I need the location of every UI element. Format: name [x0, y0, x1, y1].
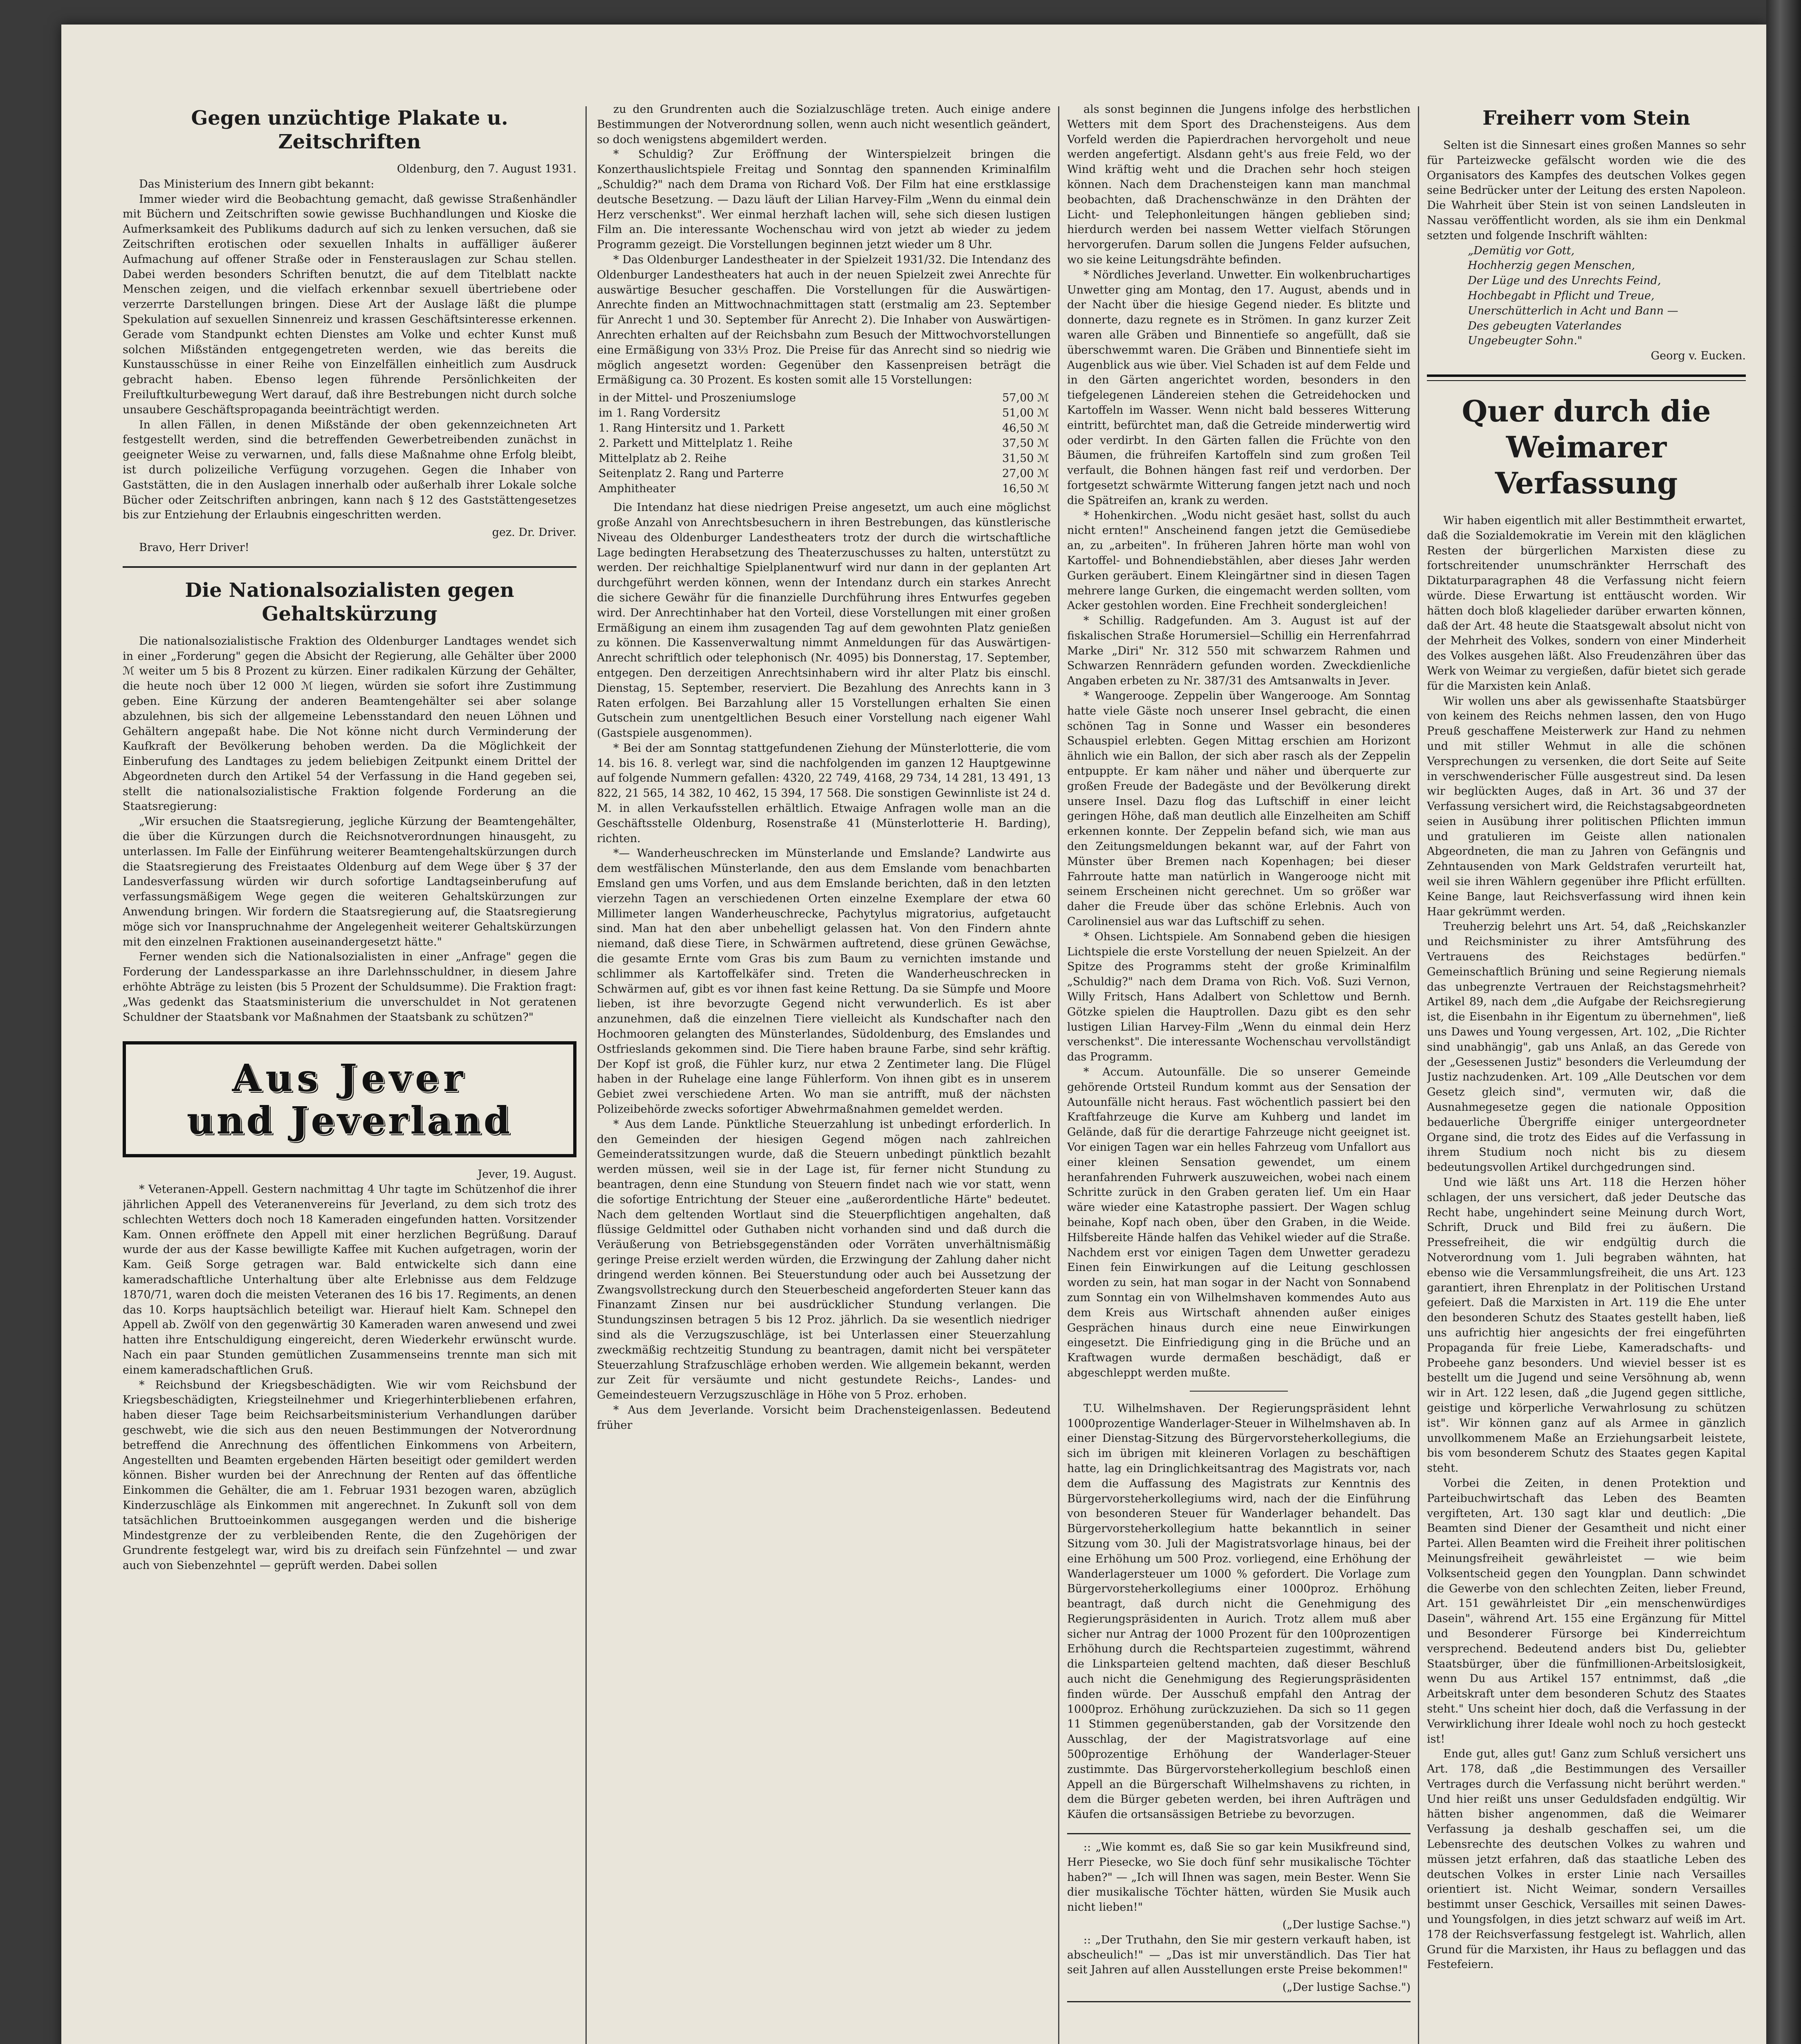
price-value: 37,50 ℳ — [1002, 437, 1049, 450]
headline-weimar: Quer durch die Weimarer Verfassung — [1462, 393, 1711, 500]
section-divider — [1427, 374, 1746, 381]
price-label: 1. Rang Hintersitz und 1. Parkett — [599, 422, 785, 435]
poem-line: Ungebeugter Sohn." — [1468, 334, 1583, 347]
section-banner — [123, 1041, 576, 1157]
poem-line: Des gebeugten Vaterlandes — [1468, 319, 1622, 332]
poem-line: Hochbegabt in Pflicht und Treue, — [1468, 289, 1655, 302]
column-2 — [597, 102, 1051, 2044]
price-label: 2. Parkett und Mittelplatz 1. Reihe — [599, 437, 793, 450]
column-rule — [1058, 106, 1059, 2044]
inscription-poem — [1427, 244, 1746, 349]
signature: gez. Dr. Driver. — [492, 526, 576, 539]
price-value: 46,50 ℳ — [1002, 422, 1049, 435]
article-paragraph: * Bei der am Sonntag stattgefundenen Ziehung der Münsterlotterie, die vom 14. bis 16. 8. verlegt war, sind die nachfolgenden im ganzen 12 Hauptgewinne auf folgende Nummern gefallen: 4320, 22 749, 4168, 29 734, 14 281, 13 491, 13 822, 21 565, 14 382, 10 462, 15 394, 17 568. Die sonstigen Gewinnliste ist 24 d. M. in allen Verkaufsstellen erhältlich. Etwaige Anfragen wolle man an die Geschäftsstelle Oldenburg, Rosenstraße 41 (Münsterlotterie H. Barding), richten. — [597, 742, 1051, 845]
column-3 — [1067, 102, 1411, 2044]
book-binding — [1766, 0, 1801, 2044]
dateline: Oldenburg, den 7. August 1931. — [397, 163, 576, 175]
article-paragraph: In allen Fällen, in denen Mißstände der oben gekennzeichneten Art festgestellt werden, sind die betreffenden Gewerbetreibenden zunächst in geeigneter Weise zu verwarnen, und, falls diese Maßnahme ohne Erfolg bleibt, ist durch polizeiliche Verfügung vorzugehen. Gegen die Inhaber von Gaststätten, die in den Auslagen innerhalb oder außerhalb ihrer Lokale solche Bücher oder Zeitschriften anbringen, kann nach § 12 des Gaststättengesetzes bis zur Entziehung der Erlaubnis eingeschritten werden. — [123, 418, 576, 522]
article-paragraph: Die nationalsozialistische Fraktion des Oldenburger Landtages wendet sich in einer „Forderung" gegen die Absicht der Regierung, alle Gehälter über 2000 ℳ weiter um 5 bis 8 Prozent zu kürzen. Einer radikalen Kürzung der Gehälter, die heute noch über 12 000 ℳ liegen, würden sie sofort ihre Zustimmung geben. Eine Kürzung der anderen Beamtengehälter sei aber solange abzulehnen, bis sich der allgemeine Lebensstandard den neuen Löhnen und Gehältern angepaßt habe. Die Not könne nicht durch Verminderung der Kaufkraft der Bevölkerung behoben werden. Da die Möglichkeit der Einberufung des Landtages zu jedem beliebigen Zeitpunkt einem Drittel der Abgeordneten durch den Artikel 54 der Verfassung in die Hand gegeben sei, stellt die nationalsozialistische Fraktion folgende Forderung an die Staatsregierung: — [123, 634, 576, 813]
poem-line: Der Lüge und des Unrechts Feind, — [1468, 274, 1661, 287]
price-value: 27,00 ℳ — [1002, 467, 1049, 480]
price-label: in der Mittel- und Proszeniumsloge — [599, 392, 796, 405]
article-paragraph: T.U. Wilhelmshaven. Der Regierungspräsident lehnt 1000prozentige Wanderlager-Steuer in Wilhelmshaven ab. In einer Dienstag-Sitzung des Bürgervorsteherkollegiums, die sich im übrigen mit kleineren Vorlagen zu beschäftigen hatte, lag ein Dringlichkeitsantrag des Magistrats vor, nach dem die Auffassung des Magistrats zur Kenntnis des Bürgervorsteherkollegiums wird, nach der die Einführung von besonderen Steuer für Wanderlager behandelt. Das Bürgervorsteherkollegium hatte bekanntlich in seiner Sitzung vom 30. Juli der Magistratsvorlage hinaus, bei der eine Erhöhung um 500 Proz. vorliegend, eine Erhöhung der Wanderlagersteuer um 1000 % gefordert. Die Vorlage zum Bürgervorsteherkollegiums einer 1000proz. Erhöhung beantragt, daß durch nicht die Genehmigung des Regierungspräsidenten in Aurich. Trotz allem muß aber sicher nur Antrag der 1000 Prozent für den 100prozentigen Erhöhung durch die Rechtsparteien zugestimmt, während die Linksparteien geltend machten, daß dieser Beschluß auch nicht die Genehmigung des Regierungspräsidenten finden würde. Der Ausschuß empfahl den Antrag der 1000proz. Erhöhung zurückzuziehen. Da sich so 11 gegen 11 Stimmen gegenüberstanden, gab der Vorsitzende den Ausschlag, der der Magistratsvorlage auf eine 500prozentige Erhöhung der Wanderlager-Steuer zustimmte. Das Bürgervorsteherkollegium beschloß einen Appell an die Bürgerschaft Wilhelmshavens zu richten, in dem die Bürger gebeten werden, bei ihren Aufträgen und Käufen die ortsansässigen Betriebe zu bevorzugen. — [1067, 1402, 1411, 1821]
column-rule — [1418, 106, 1419, 2044]
article-paragraph: * Das Oldenburger Landestheater in der Spielzeit 1931/32. Die Intendanz des Oldenburger Landestheaters hat auch in der neuen Spielzeit zwei Anrechte für auswärtige Besucher geschaffen. Die Vorstellungen für die Auswärtigen-Anrechte finden an Mittwochnachmittagen statt (erstmalig am 23. September für Anrecht 1 und 30. September für Anrecht 2). Die Inhaber von Auswärtigen-Anrechten erhalten auf der Reichsbahn zum Besuch der Mittwochvorstellungen eine Ermäßigung von 33⅓ Proz. Die Preise für das Anrecht sind so niedrig wie möglich angesetzt worden: Gegenüber den Kassenpreisen beträgt die Ermäßigung ca. 30 Prozent. Es kosten somit alle 15 Vorstellungen: — [597, 253, 1051, 387]
article-paragraph: Vorbei die Zeiten, in denen Protektion und Parteibuchwirtschaft das Leben des Beamten vergifteten, Art. 130 sagt klar und deutlich: „Die Beamten sind Diener der Gesamtheit und nicht einer Partei. Allen Beamten wird die Freiheit ihrer politischen Meinungsfreiheit gewährleistet — wie beim Volksentscheid gegen den Youngplan. Dann schwindet die Gewerbe von den schlechten Zeiten, lieber Freund, Art. 151 gewährleistet Dir „ein menschenwürdiges Dasein", während Art. 155 eine Ergänzung für Mittel und Besonderer Fürsorge bei Kinderreichtum versprechend. Bedeutend anders bist Du, geliebter Staatsbürger, über die fünfmillionen-Arbeitslosigkeit, wenn Du aus Artikel 157 entnimmst, daß „die Arbeitskraft unter dem besonderen Schutz des Staates steht." Uns scheint hier doch, daß die Verfassung in der Verwirklichung ihrer Ideale wohl noch zu hoch gesteckt ist! — [1427, 1477, 1746, 1746]
article-paragraph: Ende gut, alles gut! Ganz zum Schluß versichert uns Art. 178, daß „die Bestimmungen des Versailler Vertrages durch die Verfassung nicht berührt werden." Und hier reißt uns unser Geduldsfaden endgültig. Wir hätten bisher angenommen, daß die Weimarer Verfassung ja deshalb geschaffen sei, um die Lebensrechte des deutschen Volkes zu wahren und müssen jetzt erfahren, daß das staatliche Leben des deutschen Volkes in erster Linie nach Versailles orientiert ist. Nicht Weimar, sondern Versailles bestimmt unser Geschick, Versailles mit seinen Dawes- und Youngsfolgen, in dies jetzt schwarz auf weiß im Art. 178 der Reichsverfassung festgelegt ist. Wahrlich, allen Grund für die Marxisten, ihr Haus zu beflaggen und das Festefeiern. — [1427, 1748, 1746, 1971]
local-news-paragraph: * Schillig. Radgefunden. Am 3. August ist auf der fiskalischen Straße Horumersiel—Schillig ein Herrenfahrrad Marke „Diri" Nr. 312 550 mit schwarzem Rahmen und Schwarzen Rennrädern gefunden worden. Zweckdienliche Angaben erbeten zu Nr. 387/31 des Amtsanwalts in Jever. — [1067, 614, 1411, 688]
article-paragraph: * Schuldig? Zur Eröffnung der Winterspielzeit bringen die Konzerthauslichtspiele Freitag und Sonntag den spannenden Kriminalfilm „Schuldig?" nach dem Drama von Richard Voß. Der Film hat eine erstklassige deutsche Besetzung. — Dazu läuft der Lilian Harvey-Film „Wenn du einmal dein Herz verschenkst". Wer einmal herzhaft lachen will, sehe sich diesen lustigen Film an. Die interessante Wochenschau wird von jetzt ab wieder zu jedem Programm gezeigt. Die Vorstellungen beginnen jetzt wieder um 8 Uhr. — [597, 148, 1051, 251]
dateline-jever: Jever, 19. August. — [478, 1168, 576, 1181]
joke-text: :: „Wie kommt es, daß Sie so gar kein Musikfreund sind, Herr Piesecke, wo Sie doch fünf sehr musikalische Töchter haben?" — „Ich will Ihnen was sagen, mein Bester. Wenn Sie dier musikalische Töchter hätten, würden Sie Musik auch nicht lieben!" — [1067, 1841, 1411, 1914]
local-news-paragraph: * Veteranen-Appell. Gestern nachmittag 4 Uhr tagte im Schützenhof die ihrer jährlichen Appell des Veteranenvereins für Jeverland, zu dem sich trotz des schlechten Wetters doch noch 18 Kameraden eingefunden hatten. Vorsitzender Kam. Onnen eröffnete den Appell mit einer herzlichen Begrüßung. Darauf wurde der aus der Kasse bewilligte Kaffee mit Kuchen aufgetragen, worin der Kam. Geiß Sorge getragen war. Bald entwickelte sich dann eine kameradschaftliche Unterhaltung über alte Erlebnisse aus dem Feldzuge 1870/71, waren doch die meisten Veteranen des 16 bis 17. Regiments, an denen das 10. Korps hauptsächlich beteiligt war. Hierauf hielt Kam. Schnepel den Appell ab. Zwölf von den gegenwärtig 30 Kameraden waren anwesend und zwei hatten ihre Entschuldigung eingereicht, deren Wiederkehr erwünscht wurde. Nach ein paar Stunden gemütlichen Zusammenseins trennte man sich mit einem kameradschaftlichen Gruß. — [123, 1183, 576, 1376]
poem-line: Unerschütterlich in Acht und Bann — — [1468, 304, 1678, 317]
article-paragraph: Wir haben eigentlich mit aller Bestimmtheit erwartet, daß die Sozialdemokratie im Verein mit den kläglichen Resten der bürgerlichen Marxisten diese zu fortschreitender unumschränkter Herrschaft des Diktaturparagraphen 48 die Verfassung nicht feiern würde. Diese Erwartung ist enttäuscht worden. Wir hätten doch bloß klagelieder darüber erwarten können, daß der Art. 48 heute die Staatsgewalt absolut nicht von der Mehrheit des Volkes, sondern von einer Minderheit des Volkes ausgehen läßt. Also Freudenzähren über das Werk von Weimar zu vergießen, dafür bietet sich gerade für die Marxisten kein Anlaß. — [1427, 514, 1746, 693]
headline-plakate: Gegen unzüchtige Plakate u. Zeitschriften — [191, 107, 508, 153]
article-paragraph: Die Intendanz hat diese niedrigen Preise angesetzt, um auch eine möglichst große Anzahl von Anrechtsbesuchern in ihren Bestrebungen, das künstlerische Niveau des Oldenburger Landestheaters trotz der durch die wirtschaftliche Lage bedingten Herabsetzung des Theaterzuschusses zu halten, unterstützt zu werden. Der reichhaltige Spielplanentwurf wird nur dann in der geplanten Art durchgeführt werden können, wenn der Intendanz durch ein starkes Anrecht die sichere Gewähr für die finanzielle Durchführung ihres Entwurfes gegeben wird. Der Anrechtinhaber hat den Vorteil, diese Vorstellungen mit einer großen Ermäßigung an einem ihm zusagenden Tag auf dem gewohnten Platz genießen zu können. Die Kassenverwaltung nimmt Anmeldungen für das Auswärtigen-Anrecht schriftlich oder telephonisch (Nr. 4095) bis Donnerstag, 17. September, entgegen. Den derzeitigen Anrechtsinhabern wird ihr alter Platz bis einschl. Dienstag, 15. September, reserviert. Die Bezahlung des Anrechts kann in 3 Raten erfolgen. Bei Barzahlung aller 15 Vorstellungen erhalten Sie einen Gutschein zum unentgeltlichen Besuch einer Vorstellung nach eigener Wahl (Gastspiele ausgenommen). — [597, 501, 1051, 740]
local-news-paragraph: * Ohsen. Lichtspiele. Am Sonnabend geben die hiesigen Lichtspiele die erste Vorstellung der neuen Spielzeit. An der Spitze des Programms steht der große Kriminalfilm „Schuldig?" nach dem Drama von Rich. Voß. Suzi Vernon, Willy Fritsch, Hans Adalbert von Schlettow und Bernh. Götzke spielen die Hauptrollen. Dazu gibt es den sehr lustigen Lilian Harvey-Film „Wenn du einmal dein Herz verschenkst". Die interessante Wochenschau vervollständigt das Programm. — [1067, 930, 1411, 1064]
article-paragraph: * Aus dem Lande. Pünktliche Steuerzahlung ist unbedingt erforderlich. In den Gemeinden der hiesigen Gegend mögen nach zahlreichen Gemeinderatssitzungen wurde, daß die Steuern unbedingt pünktlich bezahlt werden müssen, weil sie in der Lage ist, für ferner nicht Stundung zu beantragen, denn eine Stundung von Steuern findet nach wie vor statt, wenn die sofortige Entrichtung der Steuer eine „außerordentliche Härte" bedeutet. Nach dem geltenden Wortlaut sind die Steuerpflichtigen angehalten, daß flüssige Geldmittel oder Guthaben nicht vorhanden sind und daß durch die Veräußerung von Betriebsgegenständen oder Vorräten unverhältnismäßig geringe Preise erzielt werden würden, die Erzwingung der Zahlung daher nicht dringend werden können. Bei Steuerstundung oder auch bei Aussetzung der Zwangsvollstreckung durch den Steuerbescheid angeforderten Steuer kann das Finanzamt Zinsen nur bei ausdrücklicher Stundung verlangen. Die Stundungszinsen betragen 5 bis 12 Proz. jährlich. Da sie wesentlich niedriger sind als die Verzugszuschläge, ist bei Unterlassen einer Steuerzahlung zweckmäßig rechtzeitig Stundung zu beantragen, damit nicht bei verspäteter Steuerzahlung Strafzuschläge erhoben werden. Wie allgemein bekannt, werden zur Zeit für versäumte und nicht gestundete Reichs-, Landes- und Gemeindesteuern Verzugszuschläge in Höhe von 5 Proz. erhoben. — [597, 1118, 1051, 1402]
price-row — [597, 436, 1051, 451]
local-news-paragraph: als sonst beginnen die Jungens infolge des herbstlichen Wetters mit dem Sport des Drachensteigens. Aus dem Vorfeld werden die Papierdrachen hervorgeholt und neue werden angefertigt. Alsdann geht's aus freie Feld, wo der Wind kräftig weht und die Drachen sehr hoch steigen können. Nach dem Drachensteigen kann man manchmal beobachten, daß Drachenschwänze in den Drähten der Licht- und Telephonleitungen hängen geblieben sind; hierdurch werden bei nassem Wetter vielfach Störungen hervorgerufen. Darum sollen die Jungens Felder aufsuchen, wo sie keine Leitungsdrähte befinden. — [1067, 103, 1411, 266]
column-rule — [585, 106, 587, 2044]
poem-line: Hochherzig gegen Menschen, — [1468, 259, 1635, 272]
local-news-paragraph: * Wangerooge. Zeppelin über Wangerooge. Am Sonntag hatte viele Gäste noch unserer Insel gebracht, die einen schönen Tag in Sonne und Wasser ein besonderes Schauspiel erlebten. Gegen Mittag erschien am Horizont ähnlich wie ein Ballon, der sich aber rasch als der Zeppelin entpuppte. Er kam näher und näher und überquerte zur großen Freude der Badegäste und der Bevölkerung direkt unsere Insel. Dazu flog das Luftschiff in einer leicht geringen Höhe, daß man deutlich alle Einzelheiten am Schiff erkennen konnte. Der Zeppelin befand sich, wie man aus den Zeitungsmeldungen bekannt war, auf der Fahrt von Münster über Bremen nach Kopenhagen; bei dieser Fahrroute hatte man natürlich in Wangerooge nicht mit seinem Erscheinen nicht gerechnet. Um so größer war daher die Freude über das schöne Erlebnis. Auch von Carolinensiel aus war das Luftschiff zu sehen. — [1067, 690, 1411, 928]
price-row — [597, 390, 1051, 406]
article-paragraph: Wir wollen uns aber als gewissenhafte Staatsbürger von keinem des Reichs nehmen lassen, den von Hugo Preuß geschaffene Meisterwerk zur Hand zu nehmen und mit stiller Wehmut in alle die schönen Versprechungen zu versenken, die dort Seite auf Seite in verschwenderischer Fülle ausgestreut sind. Da lesen wir beglückten Auges, daß in Art. 36 und 37 der Verfassung versichert wird, die Reichstagsabgeordneten seien in Ausübung ihrer politischen Pflichten immun und gratulieren im Geiste allen nationalen Abgeordneten, die man zu Jahren von Gefängnis und Zehntausenden von Mark Geldstrafen verurteilt hat, weil sie ihren Wählern gegenüber ihre Pflicht erfüllten. Keine Bange, laut Reichsverfassung wird ihnen kein Haar gekrümmt werden. — [1427, 695, 1746, 918]
local-news-paragraph: * Nördliches Jeverland. Unwetter. Ein wolkenbruchartiges Unwetter ging am Montag, den 17. August, abends und in der Nacht über die hiesige Gegend nieder. Es blitzte und donnerte, dazu regnete es in Strömen. In ganz kurzer Zeit waren alle Gräben und Binnentiefe so angefüllt, daß sie überschwemmt waren. Die Gräben und Binnentiefe sieht im Augenblick aus wie über. Viel Schaden ist auf dem Felde und in den Gärten angerichtet worden, besonders in den tiefgelegenen Ländereien stehen die Getreidehocken und Kartoffeln im Wasser. Wenn nicht bald besseres Witterung eintritt, befürchtet man, daß die Getreide minderwertig wird oder verdirbt. In den Gärten fallen die Früchte von den Bäumen, die frühreifen Kartoffeln sind zum großen Teil verfault, die Bohnen hängen fast reif und verdorben. Der fortgesetzt schwärmte Witterung fangen jetzt nach und noch die Spätreifen an, krank zu werden. — [1067, 268, 1411, 507]
banner-line-2: und Jeverland — [186, 1098, 513, 1143]
closing-remark: Bravo, Herr Driver! — [139, 541, 249, 554]
joke-text: :: „Der Truthahn, den Sie mir gestern verkauft haben, ist abscheulich!" — „Das ist mir unverständlich. Das Tier hat seit Jahren auf allen Ausstellungen erste Preise bekommen!" — [1067, 1933, 1411, 1977]
article-paragraph: Selten ist die Sinnesart eines großen Mannes so sehr für Parteizwecke gefälscht worden wie die des Organisators des Kampfes des deutschen Volkes gegen seine Bedrücker unter der Leitung des ersten Napoleon. Die Wahrheit über Stein ist von seinen Landsleuten in Nassau veröffentlicht worden, als sie ihm ein Denkmal setzten und folgende Inschrift wählten: — [1427, 139, 1746, 242]
headline-stein: Freiherr vom Stein — [1483, 107, 1690, 130]
local-news-paragraph: * Hohenkirchen. „Wodu nicht gesäet hast, sollst du auch nicht ernten!" Anscheinend fangen jetzt die Gemüsediebe an, zu „arbeiten". In früheren Jahren hörte man wohl von Kartoffel- und Bohnendiebstählen, aber dieses Jahr werden Gurken geräubert. Einem Kleingärtner sind in diesen Tagen mehrere lange Gurken, die eingemacht werden sollten, vom Acker gestohlen worden. Eine Frechheit sondergleichen! — [1067, 509, 1411, 612]
joke-source: („Der lustige Sachse.") — [1282, 1918, 1411, 1932]
price-label: Mittelplatz ab 2. Reihe — [599, 452, 727, 465]
section-divider — [123, 566, 576, 568]
price-label: Amphitheater — [599, 482, 676, 495]
price-value: 16,50 ℳ — [1002, 482, 1049, 495]
article-paragraph: * Aus dem Jeverlande. Vorsicht beim Drachensteigenlassen. Bedeutend früher — [597, 1403, 1051, 1432]
article-paragraph: zu den Grundrenten auch die Sozialzuschläge treten. Auch einige andere Bestimmungen der Notverordnung sollen, wenn auch nicht wesentlich geändert, so doch wenigstens abgemildert werden. — [597, 103, 1051, 146]
poem-author: Georg v. Eucken. — [1651, 350, 1746, 363]
price-value: 57,00 ℳ — [1002, 392, 1049, 405]
article-paragraph: Das Ministerium des Innern gibt bekannt: — [139, 177, 375, 191]
price-row — [597, 466, 1051, 481]
price-label: Seitenplatz 2. Rang und Parterre — [599, 467, 784, 480]
local-news-paragraph: * Reichsbund der Kriegsbeschädigten. Wie wir vom Reichsbund der Kriegsbeschädigten, Kriegsteilnehmer und Kriegerhinterbliebenen erfahren, haben dieser Tage beim Reichsarbeitsministerium Verhandlungen darüber geschwebt, wie die sich aus den neuen Bestimmungen der Notverordnung betreffend die Anrechnung des öffentlichen Einkommens von Arbeitern, Angestellten und Beamten ergebenden Härten beseitigt oder gemildert werden können. Bisher wurden bei der Anrechnung der Renten auf das öffentliche Einkommen die Gehälter, die am 1. Februar 1931 bezogen waren, abzüglich Kinderzuschläge als Einkommen mit angerechnet. In Zukunft soll von dem tatsächlichen Bruttoeinkommen ausgegangen werden und die bisherige Mindestgrenze der zu verbleibenden Rente, die den Zugehörigen der Grundrente festgelegt war, wird bis zu dreifach sein Fünfzehntel — und zwar auch von Siebenzehntel — geprüft werden. Dabei sollen — [123, 1378, 576, 1572]
article-paragraph: Immer wieder wird die Beobachtung gemacht, daß gewisse Straßenhändler mit Büchern und Zeitschriften sowie gewisse Buchhandlungen und Kioske die Aufmerksamkeit des Publikums dadurch auf sich zu lenken versuchen, daß sie Zeitschriften erotischen oder sexuellen Inhalts in auffälliger äußerer Aufmachung auf offener Straße oder in Fensterauslagen zur Schau stellen. Dabei werden besonders Schriften benutzt, die auf dem Titelblatt nackte Menschen zeigen, und die vielfach erkennbar sexuell übertriebene oder verzerrte Darstellungen bringen. Diese Art der Auslage läßt die plumpe Spekulation auf sexuellen Sinnenreiz und krassen Geschäftsinteresse erkennen. Gerade vom Standpunkt echten Dienstes am Volke und echter Kunst muß solchen Mißständen entgegengetreten werden, wie das bereits die Kunstausschüsse in einer Reihe von Einzelfällen einheitlich zum Ausdruck gebracht haben. Ebenso legen führende Persönlichkeiten der Freiluftkulturbewegung Wert darauf, daß ihre Bestrebungen nicht durch solche unsaubere Geschäftspropaganda beeinträchtigt werden. — [123, 193, 576, 416]
article-paragraph: Ferner wenden sich die Nationalsozialisten in einer „Anfrage" gegen die Forderung der Landessparkasse an ihre Darlehnsschuldner, in diesem Jahre erhöhte Abträge zu leisten (bis 5 Prozent der Schuldsumme). Die Fraktion fragt: „Was gedenkt das Staatsministerium die unverschuldet in Not geratenen Schuldner der Staatsbank vor Maßnahmen der Staatsbank zu schützen?" — [123, 950, 576, 1024]
joke-source: („Der lustige Sachse.") — [1282, 1981, 1411, 1994]
poem-line: „Demütig vor Gott, — [1468, 244, 1575, 257]
article-paragraph: Und wie läßt uns Art. 118 die Herzen höher schlagen, der uns versichert, daß jeder Deutsche das Recht habe, ungehindert seine Meinung durch Wort, Schrift, Druck und Bild frei zu äußern. Die Pressefreiheit, die wir endgültig durch die Notverordnung vom 1. Juli begraben wähnten, hat ebenso wie die Versammlungsfreiheit, die uns Art. 123 garantiert, ihren Ehrenplatz in der Politischen Urstand gefeiert. Daß die Marxisten in Art. 119 die Ehe unter den besonderen Schutz des Staates gestellt haben, ließ uns aufrichtig hier angesichts der frei eingeführten Propaganda für freie Liebe, Kameradschafts- und Probeehe ganz besonders. Und wieviel besser ist es bestellt um die Jugend und seine Versöhnung ab, wenn wir in Art. 122 lesen, daß „die Jugend gegen sittliche, geistige und körperliche Verwahrlosung zu schützen ist". Wir können ganz auf als Armee in gänzlich unvollkommenem Maße an Erziehungsarbeit leistete, bis vom besonderem Schutz des Staates gegen Kapital steht. — [1427, 1176, 1746, 1475]
headline-gehaltskuerzung: Die Nationalsozialisten gegen Gehaltskürzung — [185, 578, 514, 625]
banner-line-1: Aus Jever — [232, 1056, 467, 1100]
price-value: 31,50 ℳ — [1002, 452, 1049, 465]
jokes-box — [1067, 1833, 1411, 2002]
divider — [1190, 1391, 1288, 1392]
price-row — [597, 406, 1051, 421]
price-row — [597, 481, 1051, 496]
price-row — [597, 421, 1051, 436]
column-1 — [123, 102, 576, 2044]
price-table — [597, 390, 1051, 496]
price-value: 51,00 ℳ — [1002, 407, 1049, 420]
article-paragraph: Treuherzig belehrt uns Art. 54, daß „Reichskanzler und Reichsminister zu ihrer Amtsführung des Vertrauens des Reichstages bedürfen." Gemeinschaftlich Brüning und seine Regierung niemals das unbegrenzte Vertrauen der Reichstagsmehrheit? Artikel 89, nach dem „die Aufgabe der Reichsregierung ist, die Eisenbahn in ihr Eigentum zu übernehmen", ließ uns Dawes und Young vergessen, Art. 102, „Die Richter sind unabhängig", gab uns Anlaß, an das Gerede von der „Gesessenen Justiz" besonders die Verleumdung der Justiz nachzudenken. Art. 109 „Alle Deutschen vor dem Gesetz gleich sind", vermuten wir, daß die Ausnahmegesetze gegen die nationale Opposition bedauerliche Übergriffe einiger untergeordneter Organe sind, die trotz des Eides auf die Verfassung in ihrem Studium noch nicht bis zu diesem bedeutungsvollen Artikel durchgedrungen sind. — [1427, 920, 1746, 1174]
price-label: im 1. Rang Vordersitz — [599, 407, 720, 420]
price-row — [597, 451, 1051, 466]
local-news-paragraph: * Accum. Autounfälle. Die so unserer Gemeinde gehörende Ortsteil Rundum kommt aus der Sensation der Autounfälle nicht heraus. Fast wöchentlich passiert bei den Kraftfahrzeuge die Kurve am Kuhberg und landet im Gelände, daß für die derartige Fahrzeuge nicht geeignet ist. Vor einigen Tagen war ein helles Fahrzeug vom Unfallort aus einer kleinen Sensation gewendet, um einem heranfahrenden Fuhrwerk auszuweichen, wobei nach einem Schritte zurück in den Graben geraten lief. Um ein Haar wäre wieder eine Katastrophe passiert. Der Wagen schlug beinahe, Kopf nach oben, über den Graben, in die Weide. Hilfsbereite Hände halfen das Vehikel wieder auf die Straße. Nachdem erst vor einigen Tagen dem Unwetter geradezu Einen fein Einwirkungen auf die Leitung geschlossen worden zu sein, hat man sogar in der Nacht von Sonnabend zum Sonntag ein von Wilhelmshaven kommendes Auto aus dem Kreis aus Wirtschaft ahnenden außer einiges Gesprächen hinaus durch eine neue Einwirkungen eingesetzt. Die Einfriedigung ging in die Brüche und an Kraftwagen wurde dermaßen beschädigt, daß er abgeschleppt werden mußte. — [1067, 1066, 1411, 1379]
article-paragraph: *— Wanderheuschrecken im Münsterlande und Emslande? Landwirte aus dem westfälischen Münsterlande, den aus dem Emslande vom benachbarten Emsland gen ums Vorfen, und aus dem Emslande berichten, daß in den letzten vierzehn Tagen an verschiedenen Orten einzelne Exemplare der etwa 60 Millimeter langen Wanderheuschrecke, Pachytylus migratorius, aufgetaucht sind. Man hat den aber unbehelligt gelassen hat. Von den Findern ahnte niemand, daß diese Tiere, in Schwärmen auftretend, diese grünen Gewächse, die gesamte Ernte vom Gras bis zum Baum zu vernichten imstande und schlimmer als Kartoffelkäfer sind. Treten die Wanderheuschrecken in Schwärmen auf, gibt es vor ihnen fast keine Rettung. Da sie Sümpfe und Moore lieben, ist ihre bevorzugte Gegend nicht verwunderlich. Es ist aber anzunehmen, daß die einzelnen Tiere vielleicht als Kundschafter nach den Hochmooren gelangten des Münsterlandes, Südoldenburg, des Emslandes und Ostfrieslands gekommen sind. Die Tiere haben braune Farbe, sind sehr kräftig. Der Kopf ist groß, die Fühler kurz, nur etwa 2 Zentimeter lang. Die Flügel haben in der Ruhelage eine lange Fühlerform. Von ihnen gibt es in unserem Gebiet zwei verschiedene Arten. Wo man sie antrifft, muß der nächsten Polizeibehörde zwecks sofortiger Abwehrmaßnahmen gemeldet werden. — [597, 847, 1051, 1116]
column-4 — [1427, 102, 1746, 2044]
article-paragraph: „Wir ersuchen die Staatsregierung, jegliche Kürzung der Beamtengehälter, die über die Kürzungen durch die Reichsnotverordnungen hinausgeht, zu unterlassen. Im Falle der Einführung weiterer Beamtengehaltskürzungen durch die Staatsregierung des Freistaates Oldenburg auf dem Wege über § 37 der Landesverfassung würden wir durch sofortige Landtagseinberufung auf verfassungsmäßigem Wege gegen die weiteren Gehaltskürzungen zur Anwendung bringen. Wir fordern die Staatsregierung auf, die Staatsregierung möge sich vor Inanspruchnahme der Angelegenheit weiterer Gehaltskürzungen mit den einzelnen Fraktionen auseinandergesetzt hätte." — [123, 815, 576, 948]
